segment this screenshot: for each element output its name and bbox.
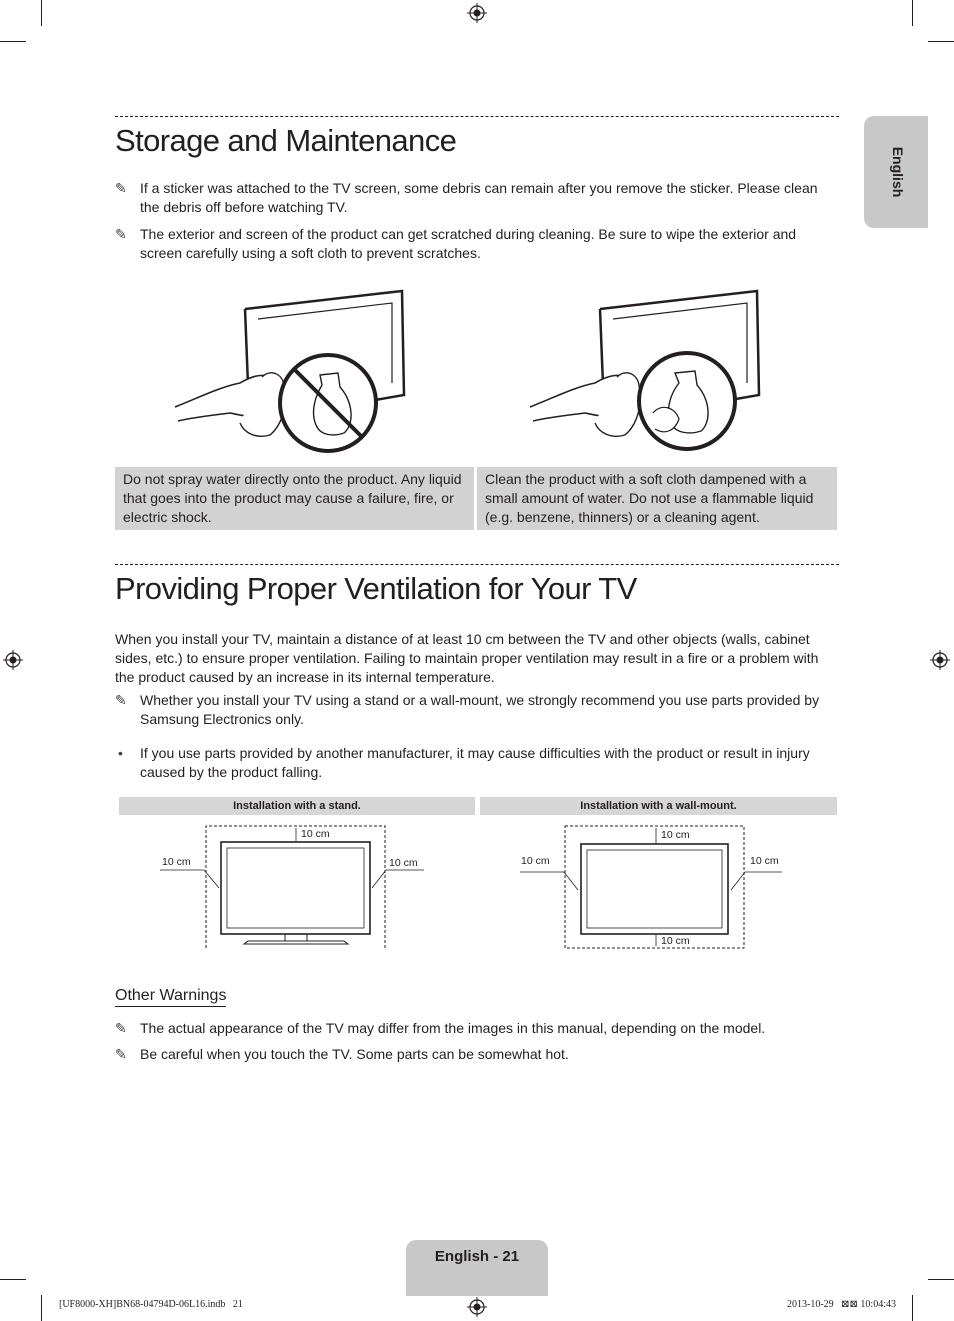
language-label: English (890, 146, 906, 198)
note-text: The actual appearance of the TV may differ from the images in this manual, depending on the model. (140, 1020, 766, 1036)
dimension-label-left: 10 cm (162, 856, 191, 868)
section-divider (115, 116, 839, 117)
bullet-text: If you use parts provided by another manufacturer, it may cause difficulties with the product or result in injury caused by the product falling. (140, 745, 810, 780)
section-title-ventilation: Providing Proper Ventilation for Your TV (115, 571, 637, 606)
note-pencil-icon: ✎ (115, 226, 127, 242)
page-number-tab (406, 1240, 548, 1296)
dimension-label-left: 10 cm (521, 855, 550, 867)
crop-mark (0, 1279, 26, 1280)
stand-installation-diagram (160, 822, 430, 950)
registration-mark-icon (3, 650, 23, 670)
diagram-heading-wall-mount: Installation with a wall-mount. (480, 797, 837, 815)
section-divider (115, 564, 839, 565)
language-side-tab (864, 116, 928, 228)
note-pencil-icon: ✎ (115, 1046, 127, 1062)
dimension-label-top: 10 cm (661, 829, 690, 841)
dimension-label-right: 10 cm (389, 857, 418, 869)
note-pencil-icon: ✎ (115, 1020, 127, 1036)
footer-date: 2013-10-29 ⊠⊠ 10:04:43 (787, 1299, 896, 1310)
note-text: Whether you install your TV using a stand or a wall-mount, we strongly recommend you use parts provided by Samsung Electronics only. (140, 692, 820, 727)
note-item (115, 691, 839, 729)
note-text: The exterior and screen of the product can get scratched during cleaning. Be sure to wipe the exterior and screen carefully using a soft cloth to prevent scratches. (140, 226, 797, 261)
other-warnings-heading: Other Warnings (115, 986, 226, 1007)
caption-clean-cloth: Clean the product with a soft cloth dampened with a small amount of water. Do not use a flammable liquid (e.g. benzene, thinners) or a cleaning agent. (477, 467, 837, 530)
footer-file-info: [UF8000-XH]BN68-04794D-06L16.indb 21 (59, 1299, 243, 1310)
dimension-label-top: 10 cm (301, 828, 330, 840)
ventilation-intro: When you install your TV, maintain a distance of at least 10 cm between the TV and other objects (walls, cabinet sides, etc.) to ensure proper ventilation. Failing to maintain proper ventilation may result in a fire or a problem with the product caused by an increase in its internal temperature. (115, 631, 819, 685)
note-text: Be careful when you touch the TV. Some parts can be somewhat hot. (140, 1046, 569, 1062)
crop-mark (912, 0, 913, 26)
note-item (115, 225, 839, 263)
bullet-icon: • (118, 745, 123, 761)
note-text: If a sticker was attached to the TV screen, some debris can remain after you remove the sticker. Please clean the debris off before watching TV. (140, 180, 818, 215)
page-number: English - 21 (434, 1248, 520, 1265)
crop-mark (41, 1295, 42, 1321)
section-title-storage: Storage and Maintenance (115, 123, 457, 158)
note-item (115, 1019, 839, 1038)
crop-mark (41, 0, 42, 26)
registration-mark-icon (930, 650, 950, 670)
note-item (115, 1045, 839, 1064)
note-item (115, 179, 839, 217)
caption-do-not-spray: Do not spray water directly onto the product. Any liquid that goes into the product may cause a failure, fire, or electric shock. (115, 467, 474, 530)
do-not-spray-illustration (170, 285, 420, 455)
crop-mark (0, 41, 26, 42)
registration-mark-icon (467, 1297, 487, 1317)
dimension-label-right: 10 cm (750, 855, 779, 867)
crop-mark (928, 1279, 954, 1280)
registration-mark-icon (467, 3, 487, 23)
wall-mount-installation-diagram (520, 822, 790, 952)
note-pencil-icon: ✎ (115, 180, 127, 196)
clean-with-cloth-illustration (525, 285, 775, 455)
crop-mark (928, 41, 954, 42)
bullet-item (115, 744, 839, 782)
crop-mark (912, 1295, 913, 1321)
dimension-label-bottom: 10 cm (661, 935, 690, 947)
note-pencil-icon: ✎ (115, 692, 127, 708)
diagram-heading-stand: Installation with a stand. (119, 797, 475, 815)
